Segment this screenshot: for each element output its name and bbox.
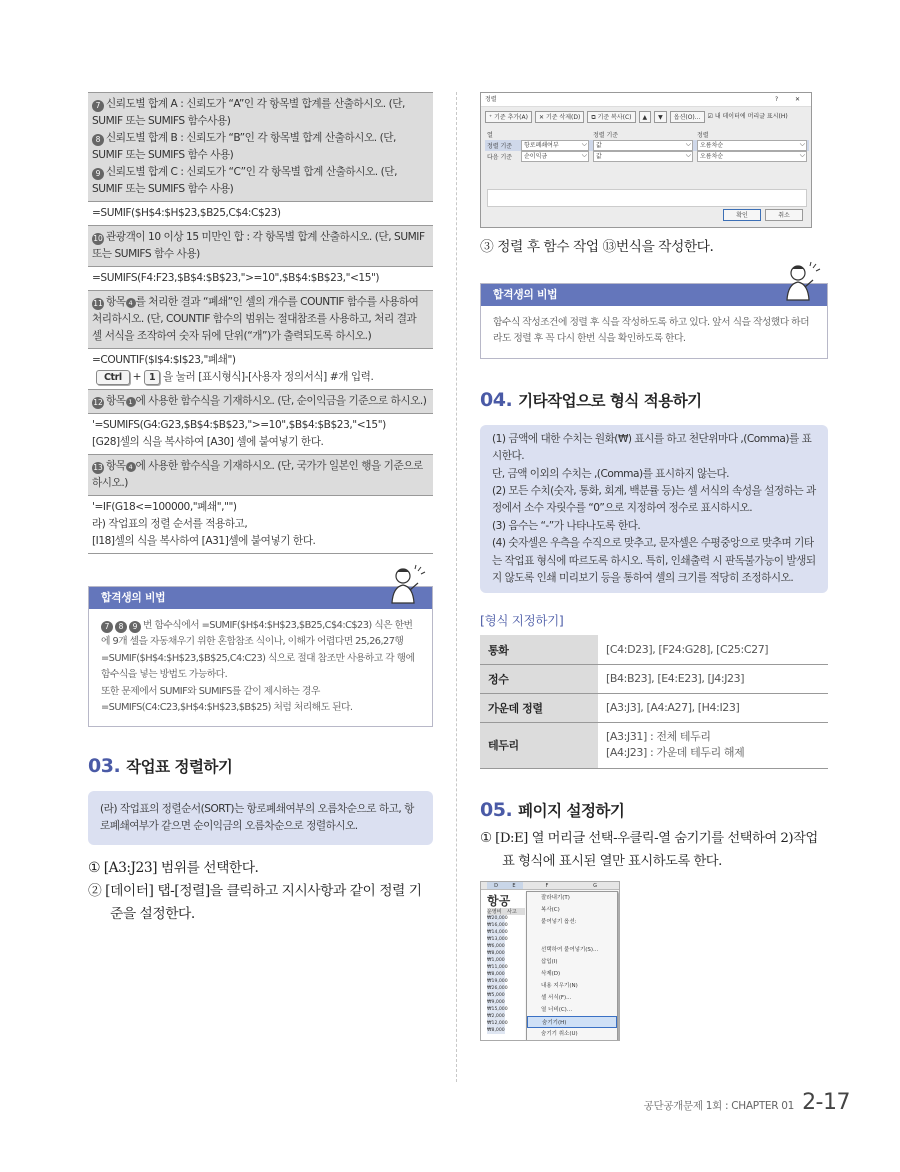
button-label: 기준 추가(A) (494, 114, 528, 121)
context-menu-item[interactable]: 숨기기 취소(U) (541, 1030, 578, 1037)
format-subtitle: [형식 지정하기] (480, 613, 564, 629)
answer-10 (88, 267, 433, 291)
step-13 (88, 455, 433, 496)
context-menu-item[interactable]: 붙여넣기 옵션: (541, 918, 577, 925)
cancel-button[interactable]: 취소 (765, 209, 803, 221)
formula-text: =COUNTIF($I$4:$I$23,"폐쇄") (92, 354, 236, 366)
instruction-line: (1) 금액에 대한 수치는 원화(₩) 표시를 하고 천단위마다 ,(Comma)를 표시한다. (492, 432, 812, 463)
sec05-step-1: ① [D:E] 열 머리글 선택-우클릭-열 숨기기를 선택하여 2)작업표 형식에 표시된 열만 표시하도록 한다. (480, 830, 818, 869)
page-number: 2-17 (802, 1090, 850, 1115)
add-level-button[interactable] (485, 111, 532, 123)
tip-num: 7 (101, 621, 113, 633)
row-value: [B4:B23], [E4:E23], [J4:J23] (598, 664, 828, 693)
instruction-line: (4) 숫자셀은 우측을 수직으로 맞추고, 문자셀은 수평중앙으로 맞추며 기타는 작업표 형식에 따르도록 하시오. 특히, 인쇄출력 시 판독불가능이 발생되지 않도록 인쇄 미리보기 등을 통하여 셀의 크기를 적당히 조정하시오. (492, 537, 816, 585)
context-menu-item[interactable]: 잘라내기(T) (541, 894, 570, 901)
column-select[interactable]: 순이익금 ⌵ (521, 151, 589, 162)
instruction-line: 단, 금액 이외의 수치는 ,(Comma)를 표시하지 않는다. (492, 467, 730, 480)
x-icon: ✕ (538, 114, 545, 121)
button-label: 기준 삭제(D) (545, 114, 581, 121)
context-menu-item[interactable]: 선택하여 붙여넣기(S)... (541, 946, 599, 953)
copy-icon: ⧉ (591, 114, 596, 121)
step-text: 라) 작업표의 정렬 순서를 적용하고, (92, 518, 248, 530)
help-icon[interactable]: ? (775, 96, 779, 103)
tip-text: 또한 문제에서 SUMIF와 SUMIFS를 같이 제시하는 경우 =SUMIFS(C4:C23,$H$4:$H$23,$B$25) 처럼 처리해도 된다. (101, 685, 353, 714)
step-number: 11 (93, 299, 103, 308)
level-label: 다음 기준 (487, 154, 513, 161)
step-text: 관광객이 10 이상 15 미만인 합 : 각 항목별 합계 산출하시오. (단, SUMIF 또는 SUMIFS 함수 사용) (92, 231, 425, 260)
section-03-instruction: (라) 작업표의 정렬순서(SORT)는 항로폐쇄여부의 오름차순으로 하고, 항로폐쇄여부가 같으면 순이익금의 오름차순으로 정렬하시오. (88, 791, 433, 845)
table-row (480, 693, 828, 722)
step-number: 8 (92, 134, 104, 146)
row-value (598, 722, 828, 768)
context-menu-item[interactable]: 삭제(D) (541, 970, 561, 977)
value-cell: ₩26,000 (487, 985, 508, 991)
section-04-heading (480, 389, 828, 411)
table-row (480, 635, 828, 664)
delete-level-button[interactable] (535, 111, 584, 123)
value-cell: ₩1,000 (487, 957, 505, 963)
close-icon[interactable]: ✕ (795, 96, 801, 103)
tip-header: 합격생의 비법 (481, 284, 827, 306)
item-number: 4 (126, 462, 136, 472)
tip-box-1 (88, 586, 433, 727)
col-header-g[interactable]: G (593, 882, 597, 889)
step-text: 에 사용한 함수식을 기재하시오. (단, 순이익금을 기준으로 하시오.) (135, 395, 427, 407)
section-number: 05. (480, 798, 513, 821)
col-header-f[interactable]: F (545, 882, 549, 889)
sort-on-header: 정렬 기준 (593, 132, 619, 139)
tip-body: 함수식 작성조건에 정렬 후 식을 작성하도록 하고 있다. 앞서 식을 작성했다 하더라도 정렬 후 꼭 다시 한번 식을 확인하도록 한다. (493, 317, 810, 345)
footer-text: 공단공개문제 1회 : CHAPTER 01 (643, 1100, 795, 1112)
table-row (480, 722, 828, 768)
section-04-instructions (480, 425, 828, 594)
sort-step-3: ③ 정렬 후 함수 작업 ⑬번식을 작성한다. (480, 239, 714, 255)
formula-text: '=IF(G18<=100000,"폐쇄","") (92, 501, 237, 513)
section-title: 작업표 정렬하기 (126, 758, 233, 777)
step-7 (88, 93, 433, 202)
order-header: 정렬 (697, 132, 709, 139)
value-cell: ₩8,000 (487, 1027, 505, 1033)
value-cell: ₩19,000 (487, 978, 508, 984)
header-cell: 운영비 (487, 908, 502, 915)
section-title: 페이지 설정하기 (518, 801, 625, 820)
row-header: 정수 (480, 664, 598, 693)
sort-dialog (480, 92, 812, 228)
row-value-line: [A4:J23] : 가운데 테두리 해제 (606, 746, 745, 760)
ok-button[interactable]: 확인 (723, 209, 761, 221)
context-menu-item[interactable]: 내용 지우기(N) (541, 982, 578, 989)
table-row (480, 664, 828, 693)
plus-icon: ⁺ (489, 114, 493, 121)
sort-on-select[interactable]: 값 ⌵ (593, 151, 693, 162)
format-table (480, 635, 828, 769)
left-column (88, 92, 433, 926)
section-number: 04. (480, 388, 513, 411)
step-11 (88, 291, 433, 349)
step-table (88, 92, 433, 554)
row-value: [A3:J3], [A4:A27], [H4:I23] (598, 693, 828, 722)
value-cell: ₩11,000 (487, 964, 508, 970)
value-cell: ₩12,000 (487, 1020, 508, 1026)
step-prefix: 항목 (106, 395, 126, 407)
row-value-line: [A3:J31] : 전체 테두리 (606, 730, 711, 744)
value-cell: ₩9,000 (487, 999, 505, 1005)
value-cell: ₩2,000 (487, 1013, 505, 1019)
options-button[interactable]: 옵션(O)... (670, 111, 705, 123)
tip-text: 번 함수식에서 =SUMIF($H$4:$H$23,$B25,C$4:C$23) 식은 한번에 9개 셀을 자동채우기 위한 혼합참조 식이나, 이해가 어렵다면 25,26,27행 =SUMIF($H$4:$H$23,$B$25,C4:C23) 식으로 절대 참조만 사용하고 각 행에 함수식을 넣는 방법도 가능하다. (101, 620, 415, 681)
value-cell: ₩15,000 (487, 1006, 508, 1012)
context-menu-item[interactable]: 삽입(I) (541, 958, 558, 965)
move-down-button[interactable]: ▼ (654, 111, 667, 123)
context-menu-item[interactable]: 셀 서식(F)... (541, 994, 572, 1001)
answer-13 (88, 496, 433, 554)
ctrl-key: Ctrl (96, 370, 130, 385)
step-number: 13 (93, 463, 103, 472)
context-menu-item (527, 928, 617, 944)
sort-level-empty-area (487, 189, 807, 207)
row-header: 가운데 정렬 (480, 693, 598, 722)
value-cell: ₩6,000 (487, 943, 505, 949)
context-menu (526, 891, 618, 1041)
step-prefix: 항목 (106, 460, 126, 472)
item-number: 1 (126, 397, 136, 407)
dialog-toolbar (481, 107, 811, 127)
column-headers (481, 882, 619, 890)
sort-level-row[interactable] (485, 140, 809, 151)
step-text: 신뢰도별 합계 A : 신뢰도가 “A”인 각 항목별 합계를 산출하시오. (단, SUMIF 또는 SUMIFS 함수사용) (92, 98, 405, 127)
dialog-titlebar (481, 93, 811, 107)
context-menu-item[interactable]: 숨기기(H) (527, 1016, 617, 1028)
tip-num: 9 (129, 621, 141, 633)
copy-level-button[interactable] (587, 111, 635, 123)
instruction-line: (2) 모든 수치(숫자, 통화, 회계, 백분률 등)는 셀 서식의 속성을 설정하는 과정에서 소수 자릿수를 “0”으로 지정하여 정수로 표시하시오. (492, 485, 816, 515)
col-header-d[interactable]: D (487, 882, 505, 889)
student-figure-icon (775, 260, 821, 306)
step-12 (88, 390, 433, 414)
column-divider (456, 92, 457, 1082)
context-menu-screenshot (480, 881, 620, 1041)
step-number: 9 (92, 168, 104, 180)
move-up-button[interactable]: ▲ (639, 111, 652, 123)
formula-text: =SUMIF($H$4:$H$23,$B25,C$4:C$23) (92, 207, 281, 219)
sort-level-table (485, 129, 809, 162)
header-cell: 사고 (507, 908, 517, 915)
value-cell: ₩20,000 (487, 915, 508, 921)
answer-7-9 (88, 202, 433, 226)
step-text: [G28]셀의 식을 복사하여 [A30] 셀에 붙여넣기 한다. (92, 436, 324, 448)
student-figure-icon (380, 563, 426, 609)
page-footer (644, 1090, 850, 1115)
step-text: 을 눌러 [표시형식]-[사용자 정의서식] #개 입력. (163, 371, 374, 383)
step-text: [I18]셀의 식을 복사하여 [A31]셀에 붙여넣기 한다. (92, 535, 316, 547)
item-number: 4 (126, 298, 136, 308)
step-text: 신뢰도별 합계 C : 신뢰도가 “C”인 각 항목별 합계 산출하시오. (단, SUMIF 또는 SUMIFS 함수 사용) (92, 166, 397, 195)
section-05-heading (480, 799, 828, 821)
context-menu-item[interactable]: 복사(C) (541, 906, 560, 913)
value-cell: ₩8,000 (487, 971, 505, 977)
step-number: 7 (92, 100, 104, 112)
row-value: [C4:D23], [F24:G28], [C25:C27] (598, 635, 828, 664)
formula-text: =SUMIFS(F4:F23,$B$4:$B$23,">=10",$B$4:$B$23,"<15") (92, 272, 380, 284)
level-label: 정렬 기준 (487, 143, 513, 150)
value-cell: ₩16,000 (487, 922, 508, 928)
step-number: 12 (93, 398, 103, 407)
step-text: 에 사용한 함수식을 기재하시오. (단, 국가가 일본인 행을 기준으로 하시오.) (92, 460, 423, 489)
order-select[interactable]: 오름차순 ⌵ (697, 151, 807, 162)
row-header: 통화 (480, 635, 598, 664)
sheet-title: 항공 (487, 893, 511, 908)
formula-text: '=SUMIFS(G4:G23,$B$4:$B$23,">=10",$B$4:$B$23,"<15") (92, 419, 386, 431)
value-cell: ₩13,000 (487, 936, 508, 942)
order-select[interactable]: 오름차순 ⌵ (697, 140, 807, 151)
context-menu-item[interactable]: 열 너비(C)... (541, 1006, 573, 1013)
tip-box-2 (480, 283, 828, 359)
value-column (487, 915, 508, 1034)
section-title: 기타작업으로 형식 적용하기 (518, 391, 702, 410)
step-text: 신뢰도별 합계 B : 신뢰도가 “B”인 각 항목별 합계 산출하시오. (단, SUMIF 또는 SUMIFS 함수 사용) (92, 132, 396, 161)
right-column (480, 92, 828, 1041)
tip-num: 8 (115, 621, 127, 633)
instruction-line: (3) 음수는 “-”가 나타나도록 한다. (492, 519, 641, 532)
button-label: 기준 복사(C) (597, 114, 632, 121)
column-header: 열 (487, 132, 493, 139)
col-header-e[interactable]: E (505, 882, 523, 889)
step-text: 를 처리한 결과 “폐쇄”인 셀의 개수를 COUNTIF 함수를 사용하여 처리하시오. (단, COUNTIF 함수의 범위는 절대참조를 사용하고, 처리 결과 셀 서식을 조작하여 숫자 뒤에 단위(“개”)가 출력되도록 하시오.) (92, 296, 419, 342)
sec03-step-1: ① [A3:J23] 범위를 선택한다. (88, 860, 259, 877)
sort-on-select[interactable]: 값 ⌵ (593, 140, 693, 151)
checkbox-label: 내 데이터에 머리글 표시(H) (714, 113, 788, 120)
row-header: 테두리 (480, 722, 598, 768)
value-cell: ₩5,000 (487, 992, 505, 998)
dialog-footer (723, 209, 803, 221)
tip-body (89, 609, 432, 726)
dialog-title: 정렬 (485, 96, 497, 103)
column-select[interactable]: 항로폐쇄여부 ⌵ (521, 140, 589, 151)
checkbox-icon: ☑ (707, 113, 713, 120)
step-prefix: 항목 (106, 296, 126, 308)
plus-sign: + (132, 371, 142, 383)
section-03-heading (88, 755, 433, 777)
tip-header: 합격생의 비법 (89, 587, 432, 609)
answer-11 (88, 349, 433, 390)
one-key: 1 (144, 370, 160, 385)
answer-12 (88, 414, 433, 455)
sec03-step-2: ② [데이터] 탭-[정렬]을 클릭하고 지시사항과 같이 정렬 기준을 설정한다. (88, 883, 422, 923)
header-checkbox[interactable] (708, 111, 788, 123)
step-number: 10 (93, 234, 103, 243)
step-10 (88, 226, 433, 267)
section-number: 03. (88, 755, 121, 778)
value-cell: ₩14,000 (487, 929, 508, 935)
value-cell: ₩8,000 (487, 950, 505, 956)
header-cells (487, 908, 525, 915)
sort-level-row[interactable] (485, 151, 809, 162)
